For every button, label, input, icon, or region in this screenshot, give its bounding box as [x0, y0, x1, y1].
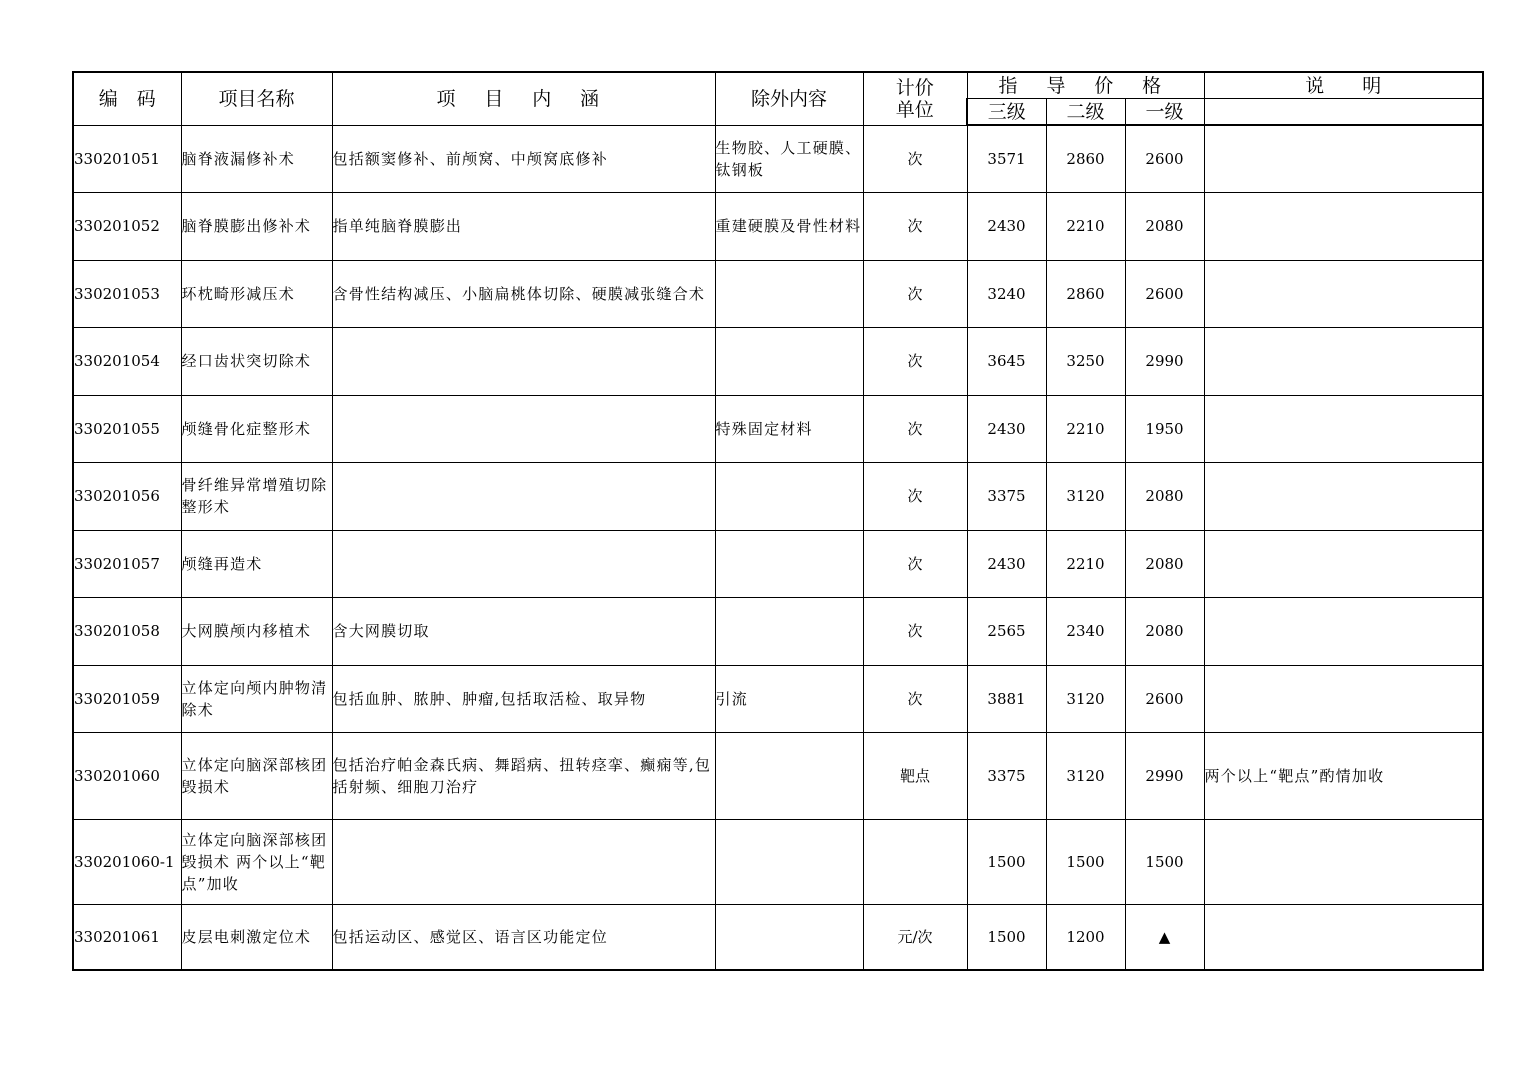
table-header [73, 72, 1483, 125]
cell-name: 环枕畸形减压术 [181, 260, 332, 327]
cell-content [332, 462, 715, 530]
cell-price-level2: 2210 [1046, 395, 1125, 462]
cell-name: 大网膜颅内移植术 [181, 597, 332, 665]
header-exclusions: 除外内容 [715, 72, 863, 125]
cell-price-level1: 2990 [1125, 732, 1204, 819]
cell-price-level1: 2600 [1125, 665, 1204, 732]
header-note: 说 明 [1204, 72, 1483, 99]
cell-content [332, 819, 715, 904]
header-code: 编 码 [73, 72, 181, 125]
cell-exclusions [715, 462, 863, 530]
header-note-blank [1204, 99, 1483, 126]
cell-price-level1: ▲ [1125, 904, 1204, 970]
cell-name: 颅缝骨化症整形术 [181, 395, 332, 462]
cell-content: 包括血肿、脓肿、肿瘤,包括取活检、取异物 [332, 665, 715, 732]
cell-name: 立体定向颅内肿物清除术 [181, 665, 332, 732]
cell-content: 包括额窦修补、前颅窝、中颅窝底修补 [332, 125, 715, 192]
cell-note [1204, 395, 1483, 462]
cell-unit: 次 [863, 530, 967, 597]
cell-unit: 次 [863, 597, 967, 665]
cell-price-level3: 3881 [967, 665, 1046, 732]
header-unit: 计价单位 [863, 72, 967, 125]
cell-price-level2: 3120 [1046, 732, 1125, 819]
cell-unit: 次 [863, 462, 967, 530]
cell-code: 330201054 [73, 327, 181, 395]
cell-code: 330201055 [73, 395, 181, 462]
cell-note [1204, 665, 1483, 732]
cell-exclusions [715, 819, 863, 904]
cell-price-level1: 2080 [1125, 192, 1204, 260]
cell-code: 330201058 [73, 597, 181, 665]
cell-note [1204, 192, 1483, 260]
cell-note [1204, 530, 1483, 597]
table-row [73, 125, 1483, 192]
cell-price-level2: 3250 [1046, 327, 1125, 395]
cell-name: 脑脊液漏修补术 [181, 125, 332, 192]
cell-note [1204, 597, 1483, 665]
cell-code: 330201053 [73, 260, 181, 327]
cell-price-level2: 1500 [1046, 819, 1125, 904]
cell-unit: 次 [863, 327, 967, 395]
cell-price-level3: 2565 [967, 597, 1046, 665]
cell-code: 330201060-1 [73, 819, 181, 904]
cell-unit: 次 [863, 395, 967, 462]
cell-name: 立体定向脑深部核团毁损术 两个以上“靶点”加收 [181, 819, 332, 904]
cell-note [1204, 904, 1483, 970]
cell-price-level1: 2600 [1125, 260, 1204, 327]
header-content: 项 目 内 涵 [332, 72, 715, 125]
table-body [73, 125, 1483, 970]
cell-unit: 次 [863, 260, 967, 327]
cell-price-level3: 2430 [967, 530, 1046, 597]
table-row [73, 192, 1483, 260]
cell-code: 330201051 [73, 125, 181, 192]
cell-name: 骨纤维异常增殖切除整形术 [181, 462, 332, 530]
cell-name: 皮层电刺激定位术 [181, 904, 332, 970]
cell-exclusions [715, 260, 863, 327]
cell-price-level1: 1500 [1125, 819, 1204, 904]
cell-content: 包括治疗帕金森氏病、舞蹈病、扭转痉挛、癫痫等,包括射频、细胞刀治疗 [332, 732, 715, 819]
header-level3: 三级 [967, 99, 1046, 126]
cell-exclusions: 生物胶、人工硬膜、钛钢板 [715, 125, 863, 192]
cell-unit: 次 [863, 665, 967, 732]
cell-note [1204, 125, 1483, 192]
cell-unit [863, 819, 967, 904]
table-row [73, 260, 1483, 327]
cell-exclusions [715, 904, 863, 970]
cell-code: 330201061 [73, 904, 181, 970]
cell-unit: 靶点 [863, 732, 967, 819]
cell-note [1204, 327, 1483, 395]
cell-price-level2: 2340 [1046, 597, 1125, 665]
cell-price-level2: 2210 [1046, 530, 1125, 597]
table-row [73, 665, 1483, 732]
cell-content: 含骨性结构减压、小脑扁桃体切除、硬膜减张缝合术 [332, 260, 715, 327]
header-name: 项目名称 [181, 72, 332, 125]
cell-name: 经口齿状突切除术 [181, 327, 332, 395]
cell-code: 330201056 [73, 462, 181, 530]
cell-code: 330201060 [73, 732, 181, 819]
cell-exclusions [715, 732, 863, 819]
cell-price-level2: 3120 [1046, 462, 1125, 530]
cell-price-level3: 1500 [967, 904, 1046, 970]
cell-price-level2: 3120 [1046, 665, 1125, 732]
cell-content: 含大网膜切取 [332, 597, 715, 665]
cell-unit: 次 [863, 192, 967, 260]
cell-content: 包括运动区、感觉区、语言区功能定位 [332, 904, 715, 970]
cell-exclusions [715, 327, 863, 395]
price-table [72, 71, 1484, 971]
cell-content [332, 395, 715, 462]
cell-price-level1: 2080 [1125, 530, 1204, 597]
table-row [73, 327, 1483, 395]
cell-note: 两个以上“靶点”酌情加收 [1204, 732, 1483, 819]
cell-exclusions [715, 530, 863, 597]
cell-note [1204, 260, 1483, 327]
table-row [73, 904, 1483, 970]
cell-exclusions: 引流 [715, 665, 863, 732]
table-row [73, 597, 1483, 665]
table-row [73, 530, 1483, 597]
cell-price-level2: 1200 [1046, 904, 1125, 970]
cell-price-level1: 1950 [1125, 395, 1204, 462]
cell-price-level2: 2210 [1046, 192, 1125, 260]
cell-name: 立体定向脑深部核团毁损术 [181, 732, 332, 819]
cell-exclusions: 特殊固定材料 [715, 395, 863, 462]
cell-price-level3: 3571 [967, 125, 1046, 192]
header-level2: 二级 [1046, 99, 1125, 126]
cell-price-level1: 2990 [1125, 327, 1204, 395]
header-guide-price: 指 导 价 格 [967, 72, 1204, 99]
cell-price-level3: 3240 [967, 260, 1046, 327]
cell-name: 脑脊膜膨出修补术 [181, 192, 332, 260]
cell-content [332, 327, 715, 395]
cell-note [1204, 819, 1483, 904]
cell-price-level3: 3375 [967, 732, 1046, 819]
header-level1: 一级 [1125, 99, 1204, 126]
table-row [73, 732, 1483, 819]
cell-content [332, 530, 715, 597]
table-row [73, 462, 1483, 530]
cell-unit: 元/次 [863, 904, 967, 970]
cell-price-level3: 1500 [967, 819, 1046, 904]
cell-price-level2: 2860 [1046, 125, 1125, 192]
cell-code: 330201057 [73, 530, 181, 597]
table-row [73, 395, 1483, 462]
cell-price-level3: 3645 [967, 327, 1046, 395]
cell-price-level3: 3375 [967, 462, 1046, 530]
table-row [73, 819, 1483, 904]
cell-price-level1: 2600 [1125, 125, 1204, 192]
cell-exclusions [715, 597, 863, 665]
cell-code: 330201052 [73, 192, 181, 260]
cell-code: 330201059 [73, 665, 181, 732]
cell-unit: 次 [863, 125, 967, 192]
cell-exclusions: 重建硬膜及骨性材料 [715, 192, 863, 260]
cell-name: 颅缝再造术 [181, 530, 332, 597]
cell-price-level2: 2860 [1046, 260, 1125, 327]
cell-content: 指单纯脑脊膜膨出 [332, 192, 715, 260]
cell-price-level3: 2430 [967, 395, 1046, 462]
cell-price-level1: 2080 [1125, 462, 1204, 530]
cell-price-level1: 2080 [1125, 597, 1204, 665]
cell-note [1204, 462, 1483, 530]
cell-price-level3: 2430 [967, 192, 1046, 260]
